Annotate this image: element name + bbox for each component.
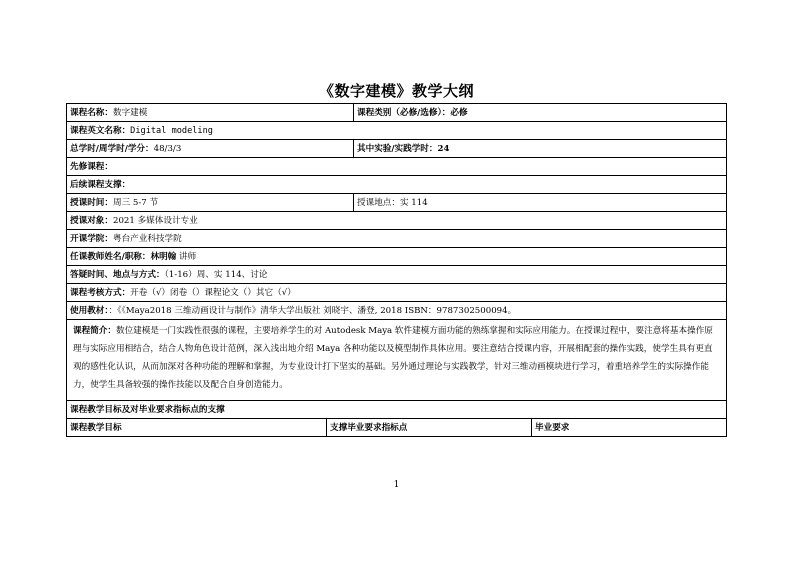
- qa-value: （1-16）周、实 114、讨论: [164, 269, 268, 280]
- document-title: 《数字建模》教学大纲: [318, 82, 474, 100]
- row-intro: [67, 320, 727, 401]
- row-textbook: [67, 302, 727, 320]
- course-type-label: 课程类别（必修/选修）：: [357, 107, 451, 118]
- row-audience: [67, 212, 727, 230]
- textbook-label: 使用教材：: [70, 305, 109, 316]
- row-objectives-columns: [67, 419, 727, 437]
- prereq-label: 先修课程：: [70, 161, 113, 172]
- row-objectives-header: [67, 401, 727, 419]
- hours-label: 总学时/周学时/学分：: [70, 143, 154, 154]
- lab-hours-value: 24: [437, 143, 450, 154]
- row-assessment: [67, 284, 727, 302]
- english-name-value: Digital modeling: [130, 125, 213, 136]
- intro-label: 课程简介：: [73, 326, 116, 336]
- page-number: 1: [393, 480, 400, 490]
- place-value: 实 114: [399, 197, 428, 208]
- lab-hours-label: 其中实验/实践学时：: [357, 143, 438, 154]
- qa-label: 答疑时间、地点与方式：: [70, 269, 165, 280]
- textbook-value: ：《《Maya2018 三维动画设计与制作》清华大学出版社 刘晓宇、潘登, 2018 ISBN：9787302500094。: [108, 305, 517, 316]
- col-objective: 课程教学目标: [67, 419, 327, 437]
- course-name-label: 课程名称：: [70, 107, 113, 118]
- row-hours: [67, 140, 727, 158]
- objectives-header: 课程教学目标及对毕业要求指标点的支撑: [67, 401, 727, 419]
- assessment-label: 课程考核方式：: [70, 287, 131, 298]
- row-followup: [67, 176, 727, 194]
- row-teacher: [67, 248, 727, 266]
- row-qa: [67, 266, 727, 284]
- row-college: [67, 230, 727, 248]
- intro-text: 数位建模是一门实践性很强的课程，主要培养学生的对 Autodesk Maya 软件建模方面功能的熟练掌握和实际应用能力。在授课过程中，要注意将基本操作原理与实际应用相结合，结合人物角色设计范例，深入浅出地介绍 Maya 各种功能以及模型制作具体应用。要注意结合授课内容，开展相配套的操作实践，使学生具有更直观的感性化认识，从而加深对各种功能的理解和掌握，为专业设计打下坚实的基础。另外通过理论与实践教学，针对三维动画模块进行学习，着重培养学生的实际操作能力，使学生具备较强的操作技能以及配合自身创造能力。: [73, 326, 713, 390]
- course-intro: [70, 320, 723, 398]
- row-prereq: [67, 158, 727, 176]
- row-english-name: [67, 122, 727, 140]
- syllabus-table: [66, 103, 727, 437]
- college-label: 开课学院：: [70, 233, 113, 244]
- row-course-name: [67, 104, 727, 122]
- time-label: 授课时间：: [70, 197, 113, 208]
- english-name-label: 课程英文名称：: [70, 125, 131, 136]
- assessment-value: 开卷（√）闭卷（）课程论文（）其它（√）: [130, 287, 296, 298]
- college-value: 粤台产业科技学院: [112, 233, 182, 244]
- hours-value: 48/3/3: [153, 143, 182, 154]
- row-time-place: [67, 194, 727, 212]
- col-indicator: 支撑毕业要求指标点: [327, 419, 532, 437]
- col-requirement: 毕业要求: [532, 419, 727, 437]
- followup-label: 后续课程支撑：: [70, 179, 131, 190]
- place-label: 授课地点：: [357, 197, 400, 208]
- audience-label: 授课对象：: [70, 215, 113, 226]
- audience-value: 2021 多媒体设计专业: [112, 215, 198, 226]
- time-value: 周三 5-7 节: [112, 197, 159, 208]
- course-name-value: 数字建模: [112, 107, 148, 118]
- teacher-title: 讲师: [179, 251, 197, 262]
- teacher-name: 林明翰: [150, 251, 177, 262]
- teacher-label: 任课教师姓名/职称：: [70, 251, 151, 262]
- course-type-value: 必修: [450, 107, 468, 118]
